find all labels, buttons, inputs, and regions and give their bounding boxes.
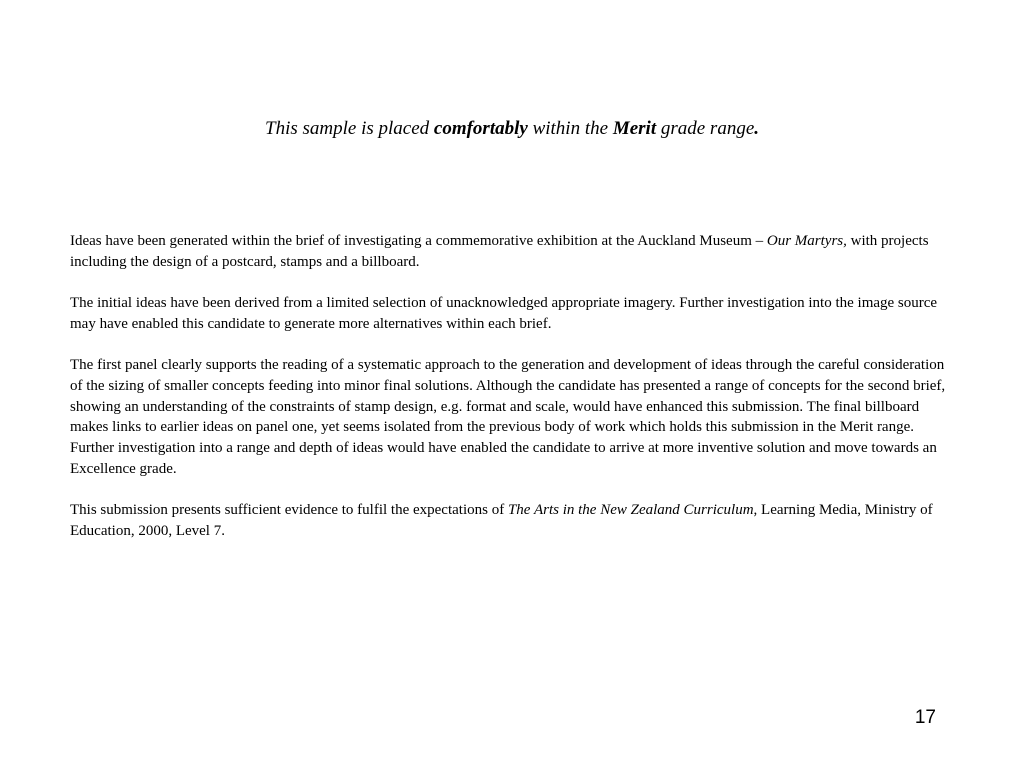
page-number: 17: [914, 707, 936, 728]
grade-statement-emphasis-comfortably: comfortably: [433, 118, 528, 139]
paragraph-first-panel: The first panel clearly supports the reading of a systematic approach to the generation and development of ideas through the careful consideration of the sizing of smaller concepts feeding into minor final solutions. Although the candidate has presented a range of concepts for the second brief, showing an understanding of the constraints of stamp design, e.g. format and scale, would have enhanced this submission. The final billboard makes links to earlier ideas on panel one, yet seems isolated from the previous body of work which holds this submission in the Merit range. Further investigation into a range and depth of ideas would have enabled the candidate to arrive at more inventive solution and move towards an Excellence grade.: [70, 357, 946, 477]
curriculum-title: The Arts in the New Zealand Curriculum: [507, 502, 754, 519]
paragraph-evidence-text-1: This submission presents sufficient evidence to fulfil the expectations of: [70, 502, 508, 519]
grade-statement: [0, 116, 1024, 142]
paragraph-ideas-text-2: with projects including the design of a postcard, stamps and a billboard.: [70, 233, 929, 270]
grade-statement-part2: within the: [527, 118, 613, 139]
paragraph-evidence: [70, 500, 958, 541]
grade-statement-part1: This sample is placed: [265, 118, 434, 139]
paragraph-evidence-text-2: , Learning Media, Ministry of Education, 2000, Level 7.: [70, 502, 933, 539]
paragraph-ideas-text-1: Ideas have been generated within the brief of investigating a commemorative exhibition at the Auckland Museum –: [70, 233, 767, 249]
exhibition-title: Our Martyrs,: [766, 233, 847, 249]
assessment-commentary: [70, 231, 958, 542]
grade-statement-emphasis-merit: Merit: [612, 118, 657, 139]
paragraph-ideas: [70, 231, 958, 272]
paragraph-initial-ideas: The initial ideas have been derived from a limited selection of unacknowledged appropriate imagery. Further investigation into the image source may have enabled this candidate to generate more alternatives within each brief.: [70, 295, 938, 332]
grade-statement-part3: grade range: [656, 118, 755, 139]
grade-statement-period: .: [754, 118, 759, 139]
